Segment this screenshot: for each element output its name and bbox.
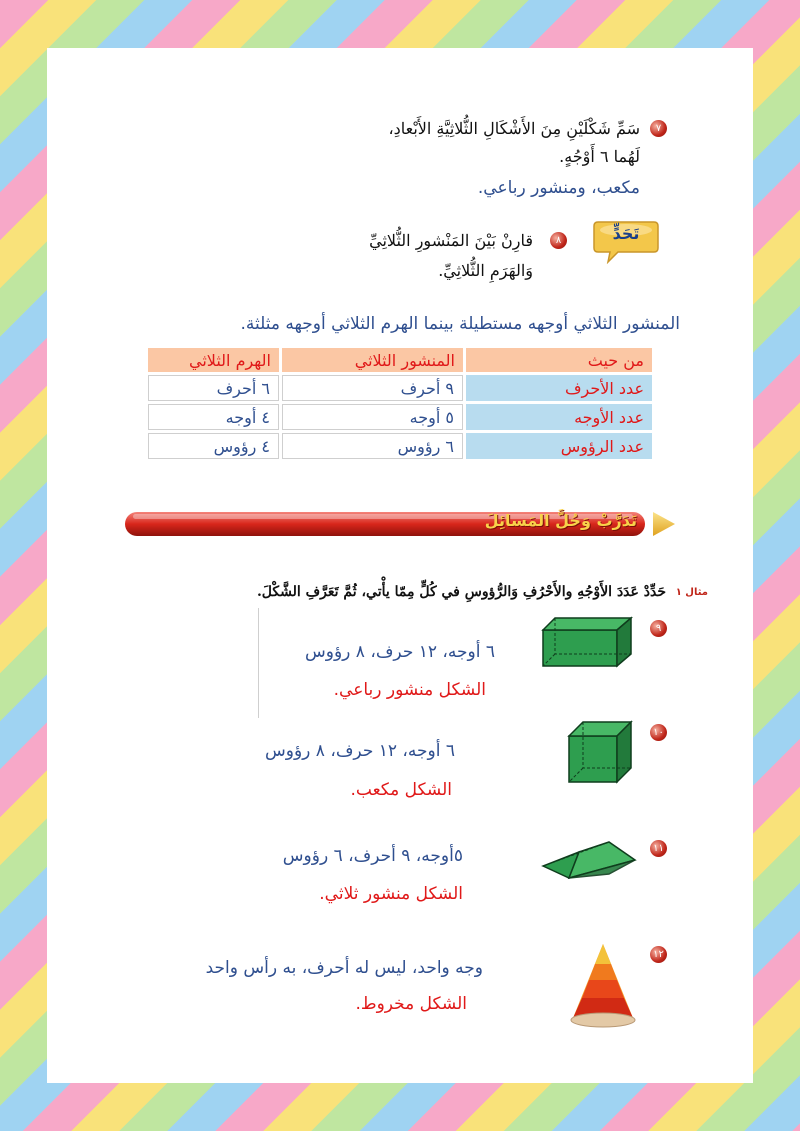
table-header: من حيث: [466, 348, 652, 372]
cone-icon: [567, 940, 639, 1030]
worksheet-page: [47, 48, 753, 1083]
problem-12-counts: وجه واحد، ليس له أحرف، به رأس واحد: [205, 958, 483, 978]
table-cell: ٥ أوجه: [282, 404, 463, 430]
problem-10-counts: ٦ أوجه، ١٢ حرف، ٨ رؤوس: [264, 741, 455, 761]
table-row-header: عدد الأحرف: [466, 375, 652, 401]
table-cell: ٦ أحرف: [148, 375, 279, 401]
problem-9-number: ٩: [650, 620, 667, 637]
comparison-table-wrapper: [145, 345, 655, 462]
question-7-line1: سَمِّ شَكْلَيْنِ مِنَ الأَشْكَالِ الثُّلاثِيَّةِ الأَبْعادِ،: [388, 119, 640, 138]
problem-9-shape: الشكل منشور رباعي.: [333, 680, 486, 700]
table-header-row: [148, 348, 652, 372]
problem-11-shape: الشكل منشور ثلاثي.: [319, 884, 463, 904]
table-row-header: عدد الرؤوس: [466, 433, 652, 459]
triangular-prism-icon: [539, 838, 639, 884]
question-8-number: ٨: [550, 232, 567, 249]
question-8-line2: وَالهَرَمِ الثُّلاثِيِّ.: [438, 261, 533, 280]
table-header: الهرم الثلاثي: [148, 348, 279, 372]
problem-10-number: ١٠: [650, 724, 667, 741]
table-row-header: عدد الأوجه: [466, 404, 652, 430]
problem-12-number: ١٢: [650, 946, 667, 963]
problem-11-counts: ٥أوجه، ٩ أحرف، ٦ رؤوس: [282, 846, 463, 866]
question-7-number: ٧: [650, 120, 667, 137]
problem-10-shape: الشكل مكعب.: [350, 780, 452, 800]
section-banner: [123, 508, 675, 544]
challenge-badge-label: تَحَدٍّ: [612, 224, 640, 243]
comparison-table: [145, 345, 655, 462]
table-cell: ٤ أوجه: [148, 404, 279, 430]
problem-9-counts: ٦ أوجه، ١٢ حرف، ٨ رؤوس: [304, 642, 495, 662]
question-7-answer: مكعب، ومنشور رباعي.: [477, 178, 640, 198]
table-cell: ٦ رؤوس: [282, 433, 463, 459]
challenge-badge: [592, 218, 660, 268]
problem-12-shape: الشكل مخروط.: [355, 994, 467, 1014]
exercise-instruction: حَدِّدْ عَدَدَ الأَوْجُهِ والأَحْرُفِ وَالرُّؤوسِ في كُلٍّ مِمّا يأْتي، ثُمَّ تَعَرَّفِ الشَّكْلَ.: [256, 584, 666, 600]
problem-11-number: ١١: [650, 840, 667, 857]
table-header: المنشور الثلاثي: [282, 348, 463, 372]
example-reference: مثال ١: [675, 587, 708, 598]
banner-title: تَدَرَّبْ وَحُلَّ المَسائِلَ: [484, 511, 637, 530]
rectangular-prism-icon: [537, 614, 637, 670]
question-8-line1: قارِنْ بَيْنَ المَنْشورِ الثُّلاثِيِّ: [369, 231, 533, 250]
question-8-answer: المنشور الثلاثي أوجهه مستطيلة بينما الهرم الثلاثي أوجهه مثلثة.: [240, 314, 680, 334]
table-row: [148, 433, 652, 459]
cube-icon: [565, 718, 635, 786]
table-row: [148, 404, 652, 430]
table-cell: ٤ رؤوس: [148, 433, 279, 459]
divider-line: [258, 608, 259, 718]
question-7-line2: لَهُما ٦ أَوْجُهٍ.: [559, 147, 640, 166]
table-cell: ٩ أحرف: [282, 375, 463, 401]
table-row: [148, 375, 652, 401]
